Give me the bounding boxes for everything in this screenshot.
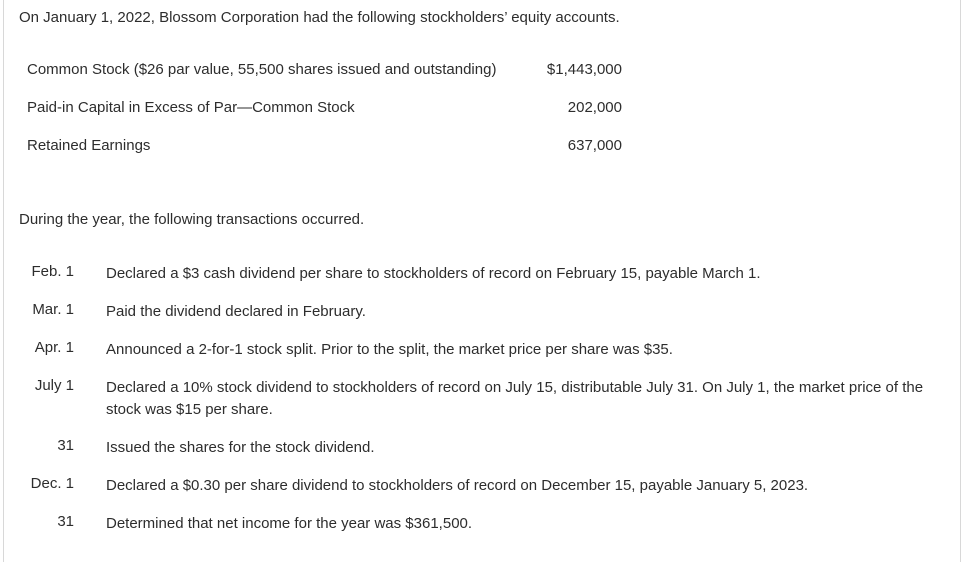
- transaction-row: [0, 301, 960, 323]
- transaction-row: [0, 263, 960, 285]
- equity-label: Paid-in Capital in Excess of Par—Common Stock: [27, 99, 355, 116]
- transaction-text: Declared a $0.30 per share dividend to stockholders of record on December 15, payable January 5, 2023.: [106, 477, 809, 494]
- equity-row: [27, 137, 627, 175]
- transaction-date: 31: [57, 437, 74, 454]
- equity-row: [27, 61, 627, 99]
- transaction-date: Apr. 1: [34, 339, 74, 356]
- transaction-row: [0, 475, 960, 497]
- intro-text: On January 1, 2022, Blossom Corporation had the following stockholders’ equity accounts.: [19, 9, 620, 26]
- transaction-date: Dec. 1: [30, 475, 74, 492]
- equity-amount: 637,000: [567, 137, 622, 154]
- transaction-row: [0, 513, 960, 535]
- equity-amount: $1,443,000: [546, 61, 622, 78]
- transaction-text: Declared a $3 cash dividend per share to stockholders of record on February 15, payable March 1.: [106, 265, 761, 282]
- transaction-row: [0, 339, 960, 361]
- transaction-text: Issued the shares for the stock dividend.: [106, 439, 375, 456]
- equity-row: [27, 99, 627, 137]
- transaction-text: Declared a 10% stock dividend to stockholders of record on July 15, distributable July 31. On July 1, the market price of the stock was $15 per share.: [106, 379, 924, 418]
- transaction-text: Paid the dividend declared in February.: [106, 303, 366, 320]
- transaction-text: Announced a 2-for-1 stock split. Prior to the split, the market price per share was $35.: [106, 341, 673, 358]
- transaction-date: Feb. 1: [31, 263, 74, 280]
- transactions-list: [0, 263, 960, 551]
- equity-label: Retained Earnings: [27, 137, 151, 154]
- equity-accounts-table: [27, 61, 627, 175]
- transaction-date: Mar. 1: [32, 301, 74, 318]
- transaction-row: [0, 377, 960, 421]
- equity-label: Common Stock ($26 par value, 55,500 shares issued and outstanding): [27, 61, 497, 78]
- transaction-text: Determined that net income for the year was $361,500.: [106, 515, 473, 532]
- transaction-date: July 1: [34, 377, 74, 394]
- transactions-intro: During the year, the following transactions occurred.: [19, 211, 365, 228]
- transaction-date: 31: [57, 513, 74, 530]
- transaction-row: [0, 437, 960, 459]
- equity-amount: 202,000: [567, 99, 622, 116]
